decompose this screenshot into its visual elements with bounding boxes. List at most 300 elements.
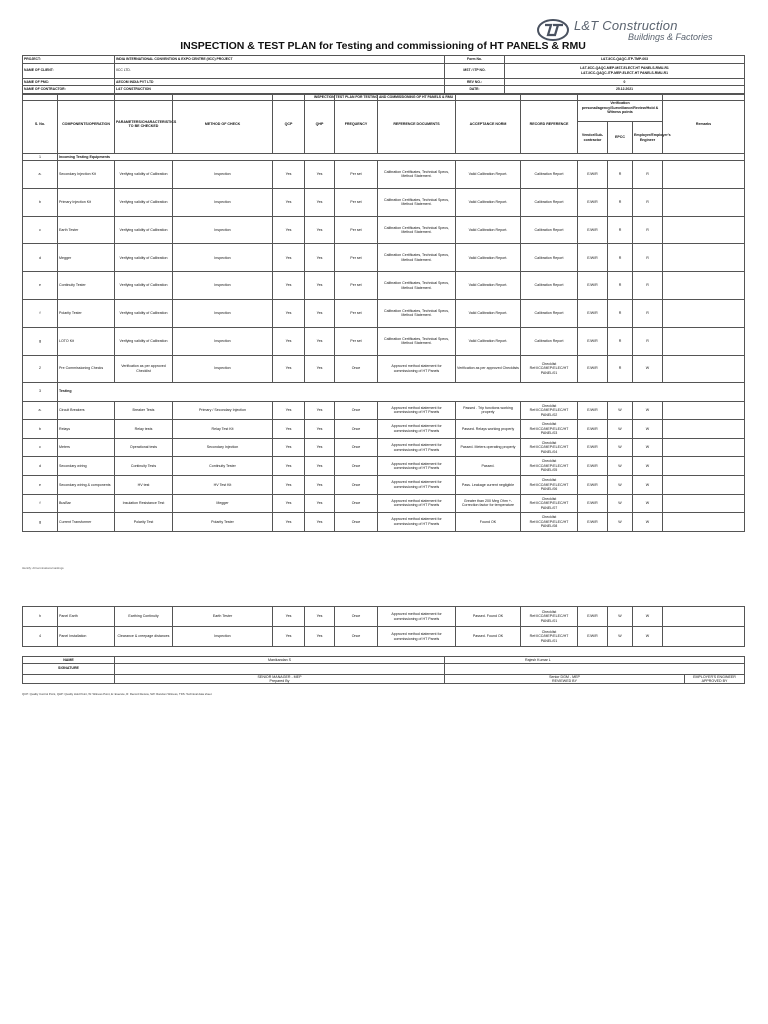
row-sno: b	[23, 420, 58, 439]
row-record: Checklist Ref:IICC/MEP/ELEC/HT PANEL/01	[521, 355, 578, 382]
row-vendor: E/W/R	[578, 299, 608, 327]
row-component: Primary Injection Kit	[58, 188, 115, 216]
info-row-contractor	[23, 86, 745, 94]
row-qcp: Yes	[273, 457, 305, 476]
table-row	[23, 420, 745, 439]
client-value: IICC LTD.	[115, 63, 445, 78]
row-epcc: R	[608, 355, 633, 382]
row-method: Inspection	[173, 216, 273, 244]
row-qhp: Yes	[305, 244, 335, 272]
row-frequency: Once	[335, 494, 378, 513]
info-row-project	[23, 56, 745, 64]
row-method: Polarity Tester	[173, 513, 273, 532]
row-method: Inspection	[173, 244, 273, 272]
row-sno: d	[23, 244, 58, 272]
row-remarks	[663, 161, 745, 189]
logo-brand-text: L&T Construction	[574, 18, 678, 33]
prepared-designation-title: SENIOR MANAGER - MEP	[257, 674, 302, 679]
table-row	[23, 272, 745, 300]
row-employer: R	[633, 216, 663, 244]
row-qhp: Yes	[305, 457, 335, 476]
row-frequency: Once	[335, 607, 378, 627]
document-title: INSPECTION & TEST PLAN for Testing and commissioning of HT PANELS & RMU	[180, 40, 586, 52]
row-epcc: R	[608, 188, 633, 216]
row-reference: Calibration Certificates, Technical Specs, Method Statement.	[378, 272, 456, 300]
row-reference: Calibration Certificates, Technical Specs, Method Statement.	[378, 299, 456, 327]
row-epcc: R	[608, 272, 633, 300]
header-acceptance: ACCEPTANCE NORM	[456, 95, 521, 154]
approved-designation	[685, 674, 745, 684]
row-remarks	[663, 438, 745, 457]
section-number: 3	[23, 382, 58, 401]
row-method: Earth Tester	[173, 607, 273, 627]
row-vendor: E/W/R	[578, 475, 608, 494]
row-vendor: E/W/R	[578, 401, 608, 420]
row-qcp: Yes	[273, 299, 305, 327]
prepared-signature-box	[115, 663, 445, 674]
row-parameter: Insulation Resistance Test	[115, 494, 173, 513]
row-acceptance: Found OK	[456, 513, 521, 532]
header-parameter: PARAMETERS/CHARACTERISTICS TO BE CHECKED	[115, 95, 173, 154]
rev-value: 0	[505, 78, 745, 86]
header-employer: Employer/Employer's Engineer	[633, 122, 663, 154]
row-qhp: Yes	[305, 216, 335, 244]
table-row	[23, 513, 745, 532]
row-employer: W	[633, 401, 663, 420]
row-vendor: E/W/R	[578, 438, 608, 457]
row-parameter: Verifying validity of Calibration	[115, 216, 173, 244]
row-qcp: Yes	[273, 475, 305, 494]
row-employer: R	[633, 244, 663, 272]
header-vendor: Vendor/Sub-contractor	[578, 122, 608, 154]
row-component: Secondary wiring & components	[58, 475, 115, 494]
note-text: Identify: All terminations/markings	[22, 566, 64, 570]
row-qhp: Yes	[305, 607, 335, 627]
row-record: Checklist Ref:IICC/MEP/ELEC/HT PANEL/01	[521, 627, 578, 647]
row-remarks	[663, 355, 745, 382]
row-frequency: Once	[335, 355, 378, 382]
row-acceptance: Passed. Found OK	[456, 627, 521, 647]
date-value: 25.12.2021	[505, 86, 745, 94]
header-qhp: QHP	[305, 95, 335, 154]
row-frequency: Per set	[335, 216, 378, 244]
row-sno: f	[23, 494, 58, 513]
row-acceptance: Valid Calibration Report.	[456, 327, 521, 355]
row-epcc: W	[608, 420, 633, 439]
row-acceptance: Passed.	[456, 457, 521, 476]
section-number: 1	[23, 154, 58, 161]
row-epcc: W	[608, 513, 633, 532]
row-record: Calibration Report	[521, 327, 578, 355]
header-component: COMPONENTS/OPERATION	[58, 95, 115, 154]
table-row	[23, 299, 745, 327]
row-employer: W	[633, 513, 663, 532]
inspection-plan-table	[22, 94, 745, 532]
row-record: Checklist Ref:IICC/MEP/ELEC/HT PANEL/07	[521, 494, 578, 513]
lt-logo-icon	[536, 18, 570, 42]
table-row	[23, 475, 745, 494]
row-reference: Approved method statement for commissioning of HT Panels	[378, 494, 456, 513]
row-acceptance: Valid Calibration Report.	[456, 299, 521, 327]
row-qcp: Yes	[273, 161, 305, 189]
row-epcc: W	[608, 627, 633, 647]
row-method: Inspection	[173, 627, 273, 647]
table-row	[23, 627, 745, 647]
project-label: PROJECT:	[23, 56, 115, 64]
row-record: Checklist Ref:IICC/MEP/ELEC/HT PANEL/03	[521, 420, 578, 439]
row-epcc: W	[608, 607, 633, 627]
row-reference: Approved method statement for commissioning of HT Panels	[378, 420, 456, 439]
row-employer: W	[633, 607, 663, 627]
info-row-client	[23, 63, 745, 78]
row-qhp: Yes	[305, 513, 335, 532]
signature-label: SIGNATURE	[23, 663, 115, 674]
row-acceptance: Passed . Trip functions working properly	[456, 401, 521, 420]
plan-body-continued	[23, 607, 745, 647]
row-method: Megger	[173, 494, 273, 513]
designation-blank	[23, 674, 115, 684]
table-row	[23, 244, 745, 272]
row-qcp: Yes	[273, 244, 305, 272]
row-employer: W	[633, 457, 663, 476]
row-reference: Calibration Certificates, Technical Specs, Method Statement.	[378, 188, 456, 216]
row-acceptance: Valid Calibration Report.	[456, 272, 521, 300]
itp-value-line-1: L&T-IICC-QAQC-MEP-MST-ELECT-HT PANELS-RMU-R1	[580, 66, 669, 71]
row-employer: W	[633, 355, 663, 382]
row-parameter: Verifying validity of Calibration	[115, 244, 173, 272]
row-parameter: Verification as per approved Checklist	[115, 355, 173, 382]
section-row	[23, 382, 745, 401]
row-acceptance: Valid Calibration Report.	[456, 188, 521, 216]
row-epcc: R	[608, 216, 633, 244]
info-row-pmc	[23, 78, 745, 86]
row-method: Primary / Secondary Injection	[173, 401, 273, 420]
row-frequency: Per set	[335, 188, 378, 216]
approved-by-label: APPROVED BY	[701, 678, 728, 683]
form-value: L&T-IICC-QAQC-ITP-TMP-003	[505, 56, 745, 64]
row-remarks	[663, 513, 745, 532]
form-label: Form No.	[445, 56, 505, 64]
row-vendor: E/W/R	[578, 327, 608, 355]
row-method: Inspection	[173, 188, 273, 216]
row-epcc: W	[608, 401, 633, 420]
row-method: Inspection	[173, 355, 273, 382]
row-reference: Approved method statement for commissioning of HT Panels	[378, 457, 456, 476]
row-sno: c	[23, 216, 58, 244]
row-employer: W	[633, 475, 663, 494]
row-reference: Calibration Certificates, Technical Specs, Method Statement.	[378, 161, 456, 189]
row-component: Panel Earth	[58, 607, 115, 627]
pmc-value: AECOM INDIA PVT LTD	[115, 78, 445, 86]
row-remarks	[663, 299, 745, 327]
row-sno: e	[23, 475, 58, 494]
row-component: LOTO Kit	[58, 327, 115, 355]
row-method: Inspection	[173, 161, 273, 189]
prepared-designation	[115, 674, 445, 684]
row-parameter: Clearance & creepage distances	[115, 627, 173, 647]
row-remarks	[663, 188, 745, 216]
row-sno: 2	[23, 355, 58, 382]
row-remarks	[663, 607, 745, 627]
row-remarks	[663, 327, 745, 355]
row-parameter: Verifying validity of Calibration	[115, 327, 173, 355]
row-employer: R	[633, 161, 663, 189]
row-remarks	[663, 627, 745, 647]
row-employer: W	[633, 438, 663, 457]
header-record: RECORD REFERENCE	[521, 95, 578, 154]
row-method: Secondary Injection	[173, 438, 273, 457]
row-record: Checklist Ref:IICC/MEP/ELEC/HT PANEL/02	[521, 401, 578, 420]
row-frequency: Per set	[335, 161, 378, 189]
section-label: Testing	[58, 382, 745, 401]
row-sno: c	[23, 438, 58, 457]
row-sno: a.	[23, 401, 58, 420]
row-record: Checklist Ref:IICC/MEP/ELEC/HT PANEL/01	[521, 607, 578, 627]
row-parameter: Polarity Test	[115, 513, 173, 532]
table-row	[23, 188, 745, 216]
row-record: Checklist Ref:IICC/MEP/ELEC/HT PANEL/08	[521, 513, 578, 532]
row-record: Calibration Report	[521, 161, 578, 189]
plan-header-row-1	[23, 95, 745, 122]
row-reference: Approved method statement for commissioning of HT Panels	[378, 475, 456, 494]
signature-designation-row	[23, 674, 745, 684]
row-component: Megger	[58, 244, 115, 272]
row-component: Polarity Tester	[58, 299, 115, 327]
row-parameter: HV test	[115, 475, 173, 494]
row-component: Current Transformer	[58, 513, 115, 532]
row-frequency: Once	[335, 457, 378, 476]
row-record: Checklist Ref:IICC/MEP/ELEC/HT PANEL/05	[521, 457, 578, 476]
row-acceptance: Passed. Meters operating properly	[456, 438, 521, 457]
row-employer: R	[633, 272, 663, 300]
table-row	[23, 494, 745, 513]
reviewed-by-label: REVIEWED BY	[552, 678, 577, 683]
signature-table	[22, 656, 745, 684]
row-qcp: Yes	[273, 216, 305, 244]
header-reference: REFERENCE DOCUMENTS	[378, 95, 456, 154]
row-parameter: Continuity Tests	[115, 457, 173, 476]
row-sno: g	[23, 513, 58, 532]
row-epcc: R	[608, 161, 633, 189]
approved-designation-title: EMPLOYER'S ENGINEER	[693, 674, 736, 679]
row-parameter: Earthing Continuity	[115, 607, 173, 627]
header-verification: Verification personal/agency/Surveillance/Review/Hold & Witness points	[578, 95, 663, 122]
row-method: Inspection	[173, 327, 273, 355]
row-epcc: W	[608, 457, 633, 476]
contractor-value: L&T CONSTRUCTION	[115, 86, 445, 94]
table-row	[23, 355, 745, 382]
row-qcp: Yes	[273, 401, 305, 420]
row-vendor: E/W/R	[578, 244, 608, 272]
row-employer: W	[633, 627, 663, 647]
header-remarks: Remarks	[663, 95, 745, 154]
row-acceptance: Verification as per approved Checklists	[456, 355, 521, 382]
row-remarks	[663, 420, 745, 439]
row-qhp: Yes	[305, 299, 335, 327]
row-qcp: Yes	[273, 607, 305, 627]
row-remarks	[663, 401, 745, 420]
inspection-plan-table-continued	[22, 606, 745, 647]
section-label: Incoming Testing Equipments	[58, 154, 745, 161]
pmc-label: NAME OF PMC:	[23, 78, 115, 86]
row-record: Calibration Report	[521, 216, 578, 244]
legend-footnote: QCP: Quality Control Point, QHP: Quality Hold Point, W: Witness Point, E: Execute, R: Record Review, SW: Random Witness, TDS: Technical data sheet	[22, 692, 212, 696]
row-vendor: E/W/R	[578, 513, 608, 532]
row-parameter: Verifying validity of Calibration	[115, 188, 173, 216]
row-qhp: Yes	[305, 401, 335, 420]
row-employer: W	[633, 494, 663, 513]
date-label: DATE:	[445, 86, 505, 94]
row-frequency: Per set	[335, 272, 378, 300]
row-vendor: E/W/R	[578, 457, 608, 476]
row-component: BusBar	[58, 494, 115, 513]
row-remarks	[663, 244, 745, 272]
row-component: Secondary wiring	[58, 457, 115, 476]
row-method: Relay Test Kit	[173, 420, 273, 439]
logo-sub-text: Buildings & Factories	[628, 32, 713, 42]
itp-value	[505, 63, 745, 78]
row-reference: Approved method statement for commissioning of HT Panels	[378, 401, 456, 420]
row-qhp: Yes	[305, 475, 335, 494]
row-component: Pre Commissioning Checks	[58, 355, 115, 382]
client-label: NAME OF CLIENT:	[23, 63, 115, 78]
row-component: Meters	[58, 438, 115, 457]
row-method: HV Test Kit	[173, 475, 273, 494]
header-method: METHOD OF CHECK	[173, 95, 273, 154]
row-reference: Approved method statement for commissioning of HT Panels	[378, 513, 456, 532]
row-record: Checklist Ref:IICC/MEP/ELEC/HT PANEL/06	[521, 475, 578, 494]
row-employer: R	[633, 299, 663, 327]
row-record: Calibration Report	[521, 272, 578, 300]
reviewed-name: Rajesh Kumar L	[445, 657, 745, 664]
header-sno: S. No.	[23, 95, 58, 154]
project-value: INDIA INTERNATIONAL CONVENTION & EXPO CENTRE (IICC) PROJECT	[115, 56, 445, 64]
row-record: Checklist Ref:IICC/MEP/ELEC/HT PANEL/04	[521, 438, 578, 457]
row-epcc: W	[608, 475, 633, 494]
row-reference: Approved method statement for commissioning of HT Panels	[378, 607, 456, 627]
row-parameter: Relay tests	[115, 420, 173, 439]
row-qhp: Yes	[305, 494, 335, 513]
table-row	[23, 607, 745, 627]
row-acceptance: Greater than 200 Meg Ohm +- Correction factor for temperature	[456, 494, 521, 513]
row-method: Inspection	[173, 299, 273, 327]
row-qhp: Yes	[305, 161, 335, 189]
table-row	[23, 457, 745, 476]
itp-label: MST / ITP NO.	[445, 63, 505, 78]
prepared-name: Manikandan S	[115, 657, 445, 664]
prepared-by-label: Prepared By	[269, 678, 290, 683]
signature-sign-row	[23, 663, 745, 674]
table-row	[23, 438, 745, 457]
row-remarks	[663, 457, 745, 476]
row-record: Calibration Report	[521, 299, 578, 327]
row-method: Inspection	[173, 272, 273, 300]
section-row	[23, 154, 745, 161]
row-qcp: Yes	[273, 627, 305, 647]
row-sno: f	[23, 299, 58, 327]
row-vendor: E/W/R	[578, 627, 608, 647]
row-epcc: R	[608, 244, 633, 272]
row-epcc: W	[608, 494, 633, 513]
row-reference: Calibration Certificates, Technical Specs, Method Statement.	[378, 216, 456, 244]
row-frequency: Once	[335, 475, 378, 494]
row-record: Calibration Report	[521, 188, 578, 216]
row-vendor: E/W/R	[578, 188, 608, 216]
row-vendor: E/W/R	[578, 494, 608, 513]
row-component: Panel Installation	[58, 627, 115, 647]
row-parameter: Verifying validity of Calibration	[115, 299, 173, 327]
row-component: Relays	[58, 420, 115, 439]
row-acceptance: Valid Calibration Report.	[456, 216, 521, 244]
row-vendor: E/W/R	[578, 272, 608, 300]
row-qcp: Yes	[273, 188, 305, 216]
row-acceptance: Valid Calibration Report.	[456, 161, 521, 189]
row-acceptance: Passed. Relays working properly	[456, 420, 521, 439]
row-sno: h	[23, 607, 58, 627]
row-sno: d	[23, 457, 58, 476]
row-parameter: Verifying validity of Calibration	[115, 272, 173, 300]
row-remarks	[663, 216, 745, 244]
row-qhp: Yes	[305, 420, 335, 439]
row-vendor: E/W/R	[578, 161, 608, 189]
row-qcp: Yes	[273, 438, 305, 457]
header-frequency: FREQUENCY	[335, 95, 378, 154]
row-remarks	[663, 494, 745, 513]
row-record: Calibration Report	[521, 244, 578, 272]
row-acceptance: Pass. Leakage current negligible	[456, 475, 521, 494]
row-frequency: Per set	[335, 299, 378, 327]
header-epcc: EPCC	[608, 122, 633, 154]
row-epcc: R	[608, 327, 633, 355]
row-sno: b	[23, 188, 58, 216]
row-reference: Approved method statement for commissioning of HT Panels	[378, 355, 456, 382]
rev-label: REV NO.:	[445, 78, 505, 86]
row-frequency: Per set	[335, 244, 378, 272]
row-sno: g	[23, 327, 58, 355]
row-reference: Approved method statement for commissioning of HT Panels	[378, 438, 456, 457]
row-qhp: Yes	[305, 327, 335, 355]
row-employer: W	[633, 420, 663, 439]
row-epcc: R	[608, 299, 633, 327]
row-epcc: W	[608, 438, 633, 457]
table-row	[23, 327, 745, 355]
row-vendor: E/W/R	[578, 607, 608, 627]
row-employer: R	[633, 327, 663, 355]
row-acceptance: Valid Calibration Report.	[456, 244, 521, 272]
row-qcp: Yes	[273, 494, 305, 513]
row-frequency: Once	[335, 401, 378, 420]
itp-value-line-2: L&T-IICC-QAQC-ITP-MEP-ELECT-HT PANELS-RMU-R1	[581, 70, 668, 75]
row-qhp: Yes	[305, 355, 335, 382]
table-row	[23, 161, 745, 189]
row-component: Circuit Breakers	[58, 401, 115, 420]
row-qcp: Yes	[273, 420, 305, 439]
row-reference: Calibration Certificates, Technical Specs, Method Statement.	[378, 244, 456, 272]
reviewed-designation-title: Senior DGM - MEP	[549, 674, 580, 679]
row-vendor: E/W/R	[578, 355, 608, 382]
header-qcp: QCP	[273, 95, 305, 154]
row-reference: Approved method statement for commissioning of HT Panels	[378, 627, 456, 647]
row-remarks	[663, 272, 745, 300]
row-qcp: Yes	[273, 272, 305, 300]
name-label: NAME	[23, 657, 115, 664]
row-frequency: Once	[335, 438, 378, 457]
row-frequency: Once	[335, 627, 378, 647]
row-component: Secondary Injection Kit	[58, 161, 115, 189]
row-employer: R	[633, 188, 663, 216]
row-qhp: Yes	[305, 627, 335, 647]
row-remarks	[663, 475, 745, 494]
